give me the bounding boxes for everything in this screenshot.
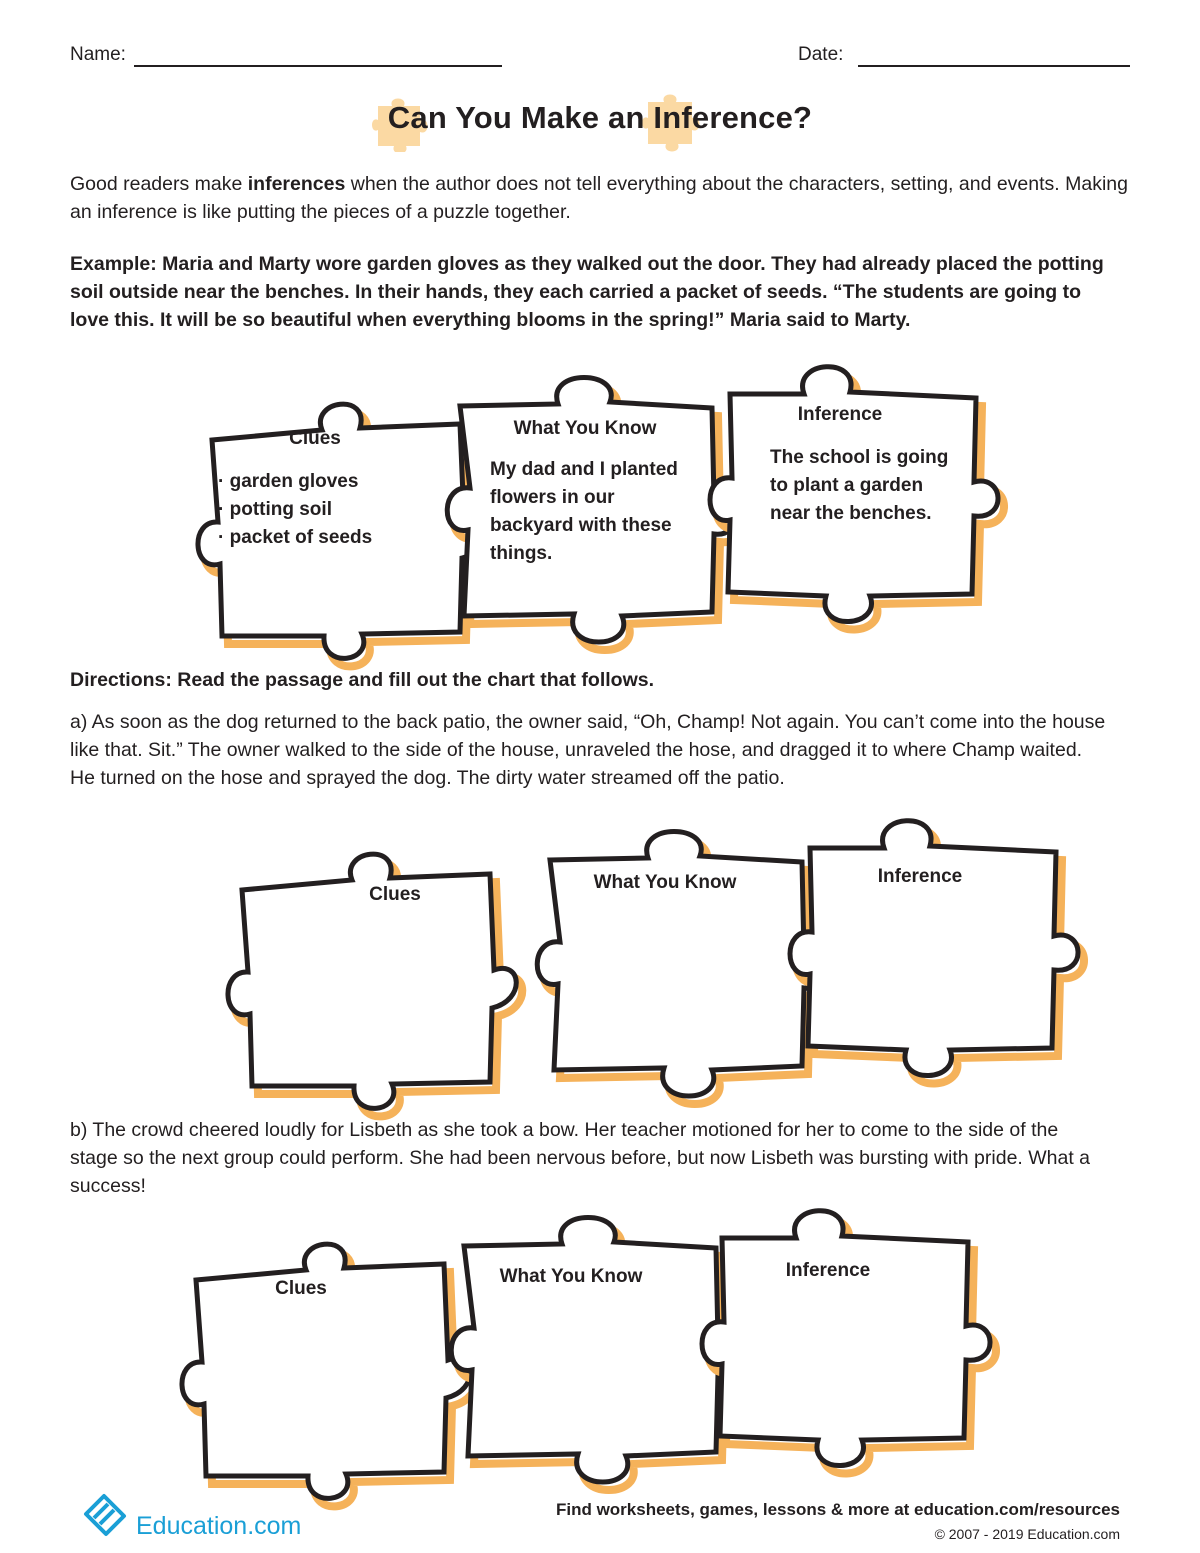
puzzle-b-know-heading: What You Know <box>499 1266 643 1287</box>
education-logo-icon <box>80 1488 132 1542</box>
passage-b: b) The crowd cheered loudly for Lisbeth as she took a bow. Her teacher motioned for her to come to the side of the stage so the next group could perform. She had been nervous before, but now Lisbeth was bursting with pride. What a success! <box>70 1119 1091 1197</box>
clue-item: · potting soil <box>218 499 332 520</box>
passage-a: a) As soon as the dog returned to the back patio, the owner said, “Oh, Champ! Not again. You can’t come into the house like that. Sit.” The owner walked to the side of the house, unraveled the hose, and dragged it to where Champ waited. He turned on the hose and sprayed the dog. The dirty water streamed off the patio. <box>70 711 1106 789</box>
example-know-heading: What You Know <box>513 418 657 439</box>
clue-item: · packet of seeds <box>218 527 373 548</box>
puzzle-a-know-heading: What You Know <box>593 872 737 893</box>
intro-paragraph <box>70 170 1130 226</box>
puzzle-a-clues-heading: Clues <box>369 884 421 905</box>
example-puzzle <box>0 340 1200 660</box>
puzzle-b <box>0 1190 1200 1490</box>
education-logo <box>80 1488 340 1544</box>
intro-text-after: when the author does not tell everything about the characters, setting, and events. Making an inference is like putting the pieces of a puzzle together. <box>70 173 1128 223</box>
example-clues-list <box>218 468 418 552</box>
puzzle-b-inference-heading: Inference <box>785 1260 871 1281</box>
example-inference-text: The school is going to plant a garden near the benches. <box>770 447 949 524</box>
intro-bold-term: inferences <box>247 173 346 195</box>
puzzle-a-shapes <box>0 800 1200 1100</box>
example-know-text: My dad and I planted flowers in our backyard with these things. <box>490 459 678 564</box>
puzzle-a <box>0 800 1200 1100</box>
name-label: Name: <box>70 44 126 65</box>
education-logo-text: Education.com <box>136 1512 302 1540</box>
puzzle-b-shapes <box>0 1190 1200 1490</box>
page-title: Can You Make an Inference? <box>387 100 813 135</box>
directions: Directions: Read the passage and fill out the chart that follows. <box>70 669 655 691</box>
puzzle-a-inference-heading: Inference <box>877 866 963 887</box>
name-field[interactable] <box>134 65 502 67</box>
footer-copyright: © 2007 - 2019 Education.com <box>934 1526 1120 1542</box>
footer-resources-link[interactable]: Find worksheets, games, lessons & more at education.com/resources <box>555 1500 1120 1519</box>
clue-item: · garden gloves <box>218 471 359 492</box>
intro-text-before: Good readers make <box>70 173 248 195</box>
example-inference-heading: Inference <box>797 404 883 425</box>
example-clues-heading: Clues <box>289 428 341 449</box>
example-paragraph: Example: Maria and Marty wore garden gloves as they walked out the door. They had already placed the potting soil outside near the benches. In their hands, they each carried a packet of seeds. “The students are going to love this. It will be so beautiful when everything blooms in the spring!” Maria said to Marty. <box>70 253 1104 331</box>
date-field[interactable] <box>858 65 1130 67</box>
puzzle-b-clues-heading: Clues <box>275 1278 327 1299</box>
date-label: Date: <box>798 44 844 65</box>
